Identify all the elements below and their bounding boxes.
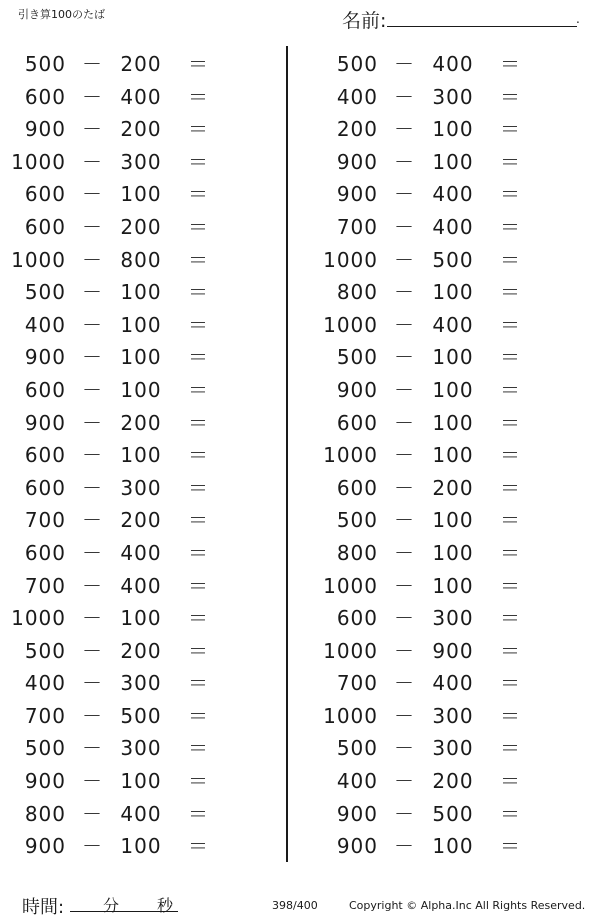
minus-sign: － [394,182,415,207]
equals-sign: ＝ [500,703,521,728]
minus-sign: － [394,769,415,794]
minus-sign: － [82,410,103,435]
minus-sign: － [82,345,103,370]
problem-row [0,81,260,114]
equals-sign: ＝ [500,769,521,794]
equals-sign: ＝ [500,540,521,565]
equals-sign: ＝ [500,834,521,859]
subtrahend: 400 [432,214,474,239]
subtrahend: 200 [120,52,162,76]
name-label: 名前: [342,10,387,32]
equals-sign: ＝ [500,312,521,337]
minuend: 500 [336,508,378,533]
problem-row [312,635,572,668]
equals-sign: ＝ [500,443,521,468]
column-divider [286,46,288,862]
subtrahend: 400 [432,182,474,207]
minuend: 400 [336,84,378,109]
minus-sign: － [394,475,415,500]
subtrahend: 200 [432,475,474,500]
minuend: 600 [336,475,378,500]
minus-sign: － [82,312,103,337]
equals-sign: ＝ [500,638,521,663]
left-problem-column [0,48,260,863]
minuend: 500 [336,736,378,761]
minuend: 1000 [323,638,378,663]
minus-sign: － [394,703,415,728]
minuend: 700 [336,671,378,696]
subtrahend: 100 [120,182,162,207]
minus-sign: － [394,149,415,174]
minuend: 500 [24,736,66,761]
minus-sign: － [394,638,415,663]
problem-row [312,113,572,146]
problem-row [312,667,572,700]
problem-row [0,439,260,472]
subtrahend: 200 [120,117,162,142]
equals-sign: ＝ [500,345,521,370]
minuend: 800 [336,280,378,305]
problem-row [312,244,572,277]
subtrahend: 300 [120,671,162,696]
subtrahend: 100 [120,345,162,370]
minuend: 900 [336,377,378,402]
subtrahend: 100 [432,540,474,565]
subtrahend: 500 [120,703,162,728]
problem-row [0,798,260,831]
subtrahend: 900 [432,638,474,663]
subtrahend: 100 [120,606,162,631]
problem-row [0,374,260,407]
equals-sign: ＝ [500,214,521,239]
equals-sign: ＝ [188,540,209,565]
equals-sign: ＝ [500,508,521,533]
equals-sign: ＝ [500,606,521,631]
minuend: 500 [24,280,66,305]
minus-sign: － [394,345,415,370]
problem-row [312,81,572,114]
minus-sign: － [82,769,103,794]
problem-row [0,602,260,635]
problem-row [0,407,260,440]
minus-sign: － [82,182,103,207]
subtrahend: 200 [120,508,162,533]
minuend: 1000 [11,247,66,272]
minus-sign: － [82,84,103,109]
subtrahend: 300 [120,736,162,761]
minuend: 900 [336,801,378,826]
equals-sign: ＝ [188,834,209,859]
minutes-label: 分 [103,896,120,915]
problem-row [0,504,260,537]
equals-sign: ＝ [188,573,209,598]
equals-sign: ＝ [188,410,209,435]
problem-row [0,667,260,700]
subtrahend: 800 [120,247,162,272]
minus-sign: － [394,280,415,305]
problem-row [0,830,260,863]
minus-sign: － [82,540,103,565]
equals-sign: ＝ [188,214,209,239]
problem-row [312,504,572,537]
minuend: 1000 [11,606,66,631]
minus-sign: － [82,214,103,239]
minuend: 600 [24,214,66,239]
minuend: 200 [336,117,378,142]
problem-row [0,635,260,668]
minus-sign: － [394,443,415,468]
subtrahend: 200 [120,410,162,435]
minus-sign: － [82,247,103,272]
minuend: 900 [24,117,66,142]
problem-row [312,309,572,342]
subtrahend: 400 [432,671,474,696]
subtrahend: 100 [120,443,162,468]
minus-sign: － [82,475,103,500]
minuend: 700 [24,508,66,533]
name-end-dot: . [576,12,580,26]
subtrahend: 300 [120,149,162,174]
minuend: 900 [336,834,378,859]
subtrahend: 300 [432,84,474,109]
problem-row [312,146,572,179]
subtrahend: 200 [432,769,474,794]
minus-sign: － [82,801,103,826]
equals-sign: ＝ [500,573,521,598]
minus-sign: － [82,377,103,402]
minus-sign: － [394,508,415,533]
minus-sign: － [82,280,103,305]
minus-sign: － [394,214,415,239]
minus-sign: － [394,52,415,76]
equals-sign: ＝ [188,52,209,76]
equals-sign: ＝ [188,638,209,663]
problem-row [0,211,260,244]
minuend: 1000 [323,703,378,728]
minuend: 400 [24,671,66,696]
problem-row [312,276,572,309]
minuend: 1000 [323,443,378,468]
problem-row [0,48,260,81]
subtrahend: 400 [120,573,162,598]
minuend: 500 [24,638,66,663]
minus-sign: － [394,84,415,109]
equals-sign: ＝ [500,736,521,761]
minuend: 600 [24,84,66,109]
subtrahend: 300 [432,736,474,761]
equals-sign: ＝ [188,84,209,109]
page-number: 398/400 [272,899,318,912]
subtrahend: 100 [432,443,474,468]
equals-sign: ＝ [188,247,209,272]
problem-row [312,472,572,505]
equals-sign: ＝ [188,377,209,402]
subtrahend: 100 [432,345,474,370]
minus-sign: － [394,736,415,761]
equals-sign: ＝ [188,345,209,370]
time-label: 時間: [22,897,65,918]
minuend: 400 [336,769,378,794]
problem-row [312,765,572,798]
problem-row [0,537,260,570]
equals-sign: ＝ [500,117,521,142]
minus-sign: － [394,117,415,142]
problem-row [312,700,572,733]
problem-row [312,341,572,374]
minuend: 600 [24,182,66,207]
minuend: 1000 [323,247,378,272]
subtrahend: 500 [432,801,474,826]
equals-sign: ＝ [188,475,209,500]
equals-sign: ＝ [188,801,209,826]
equals-sign: ＝ [188,508,209,533]
problem-row [0,146,260,179]
equals-sign: ＝ [188,703,209,728]
minus-sign: － [394,540,415,565]
subtrahend: 300 [120,475,162,500]
problem-row [312,830,572,863]
equals-sign: ＝ [500,801,521,826]
minuend: 900 [24,769,66,794]
problem-row [0,309,260,342]
minus-sign: － [82,671,103,696]
minuend: 1000 [323,573,378,598]
equals-sign: ＝ [188,769,209,794]
minus-sign: － [394,312,415,337]
minus-sign: － [82,117,103,142]
minuend: 900 [24,345,66,370]
equals-sign: ＝ [188,312,209,337]
subtrahend: 100 [432,410,474,435]
minus-sign: － [82,573,103,598]
equals-sign: ＝ [188,606,209,631]
problem-row [312,374,572,407]
equals-sign: ＝ [500,475,521,500]
worksheet-title: 引き算100のたば [18,8,105,21]
minus-sign: － [82,736,103,761]
equals-sign: ＝ [188,736,209,761]
problem-row [0,732,260,765]
minus-sign: － [82,443,103,468]
minuend: 800 [336,540,378,565]
subtrahend: 100 [432,834,474,859]
problem-row [312,407,572,440]
problem-row [0,765,260,798]
problem-row [312,602,572,635]
name-underline [387,26,577,27]
equals-sign: ＝ [500,247,521,272]
subtrahend: 400 [432,312,474,337]
minus-sign: － [82,606,103,631]
minuend: 700 [24,573,66,598]
problem-row [0,178,260,211]
minuend: 800 [24,801,66,826]
minuend: 600 [336,410,378,435]
minuend: 500 [24,52,66,76]
problem-row [0,244,260,277]
problem-row [312,439,572,472]
subtrahend: 100 [432,117,474,142]
subtrahend: 500 [432,247,474,272]
subtrahend: 400 [120,84,162,109]
equals-sign: ＝ [188,149,209,174]
equals-sign: ＝ [188,280,209,305]
equals-sign: ＝ [500,52,521,76]
minus-sign: － [82,703,103,728]
problem-row [312,537,572,570]
subtrahend: 100 [432,149,474,174]
minuend: 700 [24,703,66,728]
subtrahend: 100 [120,280,162,305]
minus-sign: － [82,52,103,76]
subtrahend: 300 [432,703,474,728]
subtrahend: 400 [120,540,162,565]
minuend: 900 [336,182,378,207]
minus-sign: － [394,573,415,598]
minus-sign: － [82,834,103,859]
equals-sign: ＝ [188,671,209,696]
minus-sign: － [394,377,415,402]
minuend: 900 [24,834,66,859]
minus-sign: － [394,834,415,859]
subtrahend: 300 [432,606,474,631]
minuend: 900 [336,149,378,174]
problem-row [312,48,572,81]
minuend: 600 [336,606,378,631]
minuend: 1000 [11,149,66,174]
minus-sign: － [394,606,415,631]
minus-sign: － [394,247,415,272]
minuend: 500 [336,52,378,76]
subtrahend: 100 [432,280,474,305]
subtrahend: 100 [432,508,474,533]
equals-sign: ＝ [500,149,521,174]
equals-sign: ＝ [188,443,209,468]
minuend: 700 [336,214,378,239]
minuend: 400 [24,312,66,337]
subtrahend: 100 [120,769,162,794]
subtrahend: 200 [120,214,162,239]
minus-sign: － [394,801,415,826]
equals-sign: ＝ [500,410,521,435]
equals-sign: ＝ [500,182,521,207]
minus-sign: － [82,508,103,533]
minuend: 600 [24,540,66,565]
subtrahend: 100 [120,312,162,337]
subtrahend: 100 [120,834,162,859]
problem-row [312,211,572,244]
minus-sign: － [82,149,103,174]
minus-sign: － [394,410,415,435]
seconds-label: 秒 [157,896,174,915]
minuend: 500 [336,345,378,370]
subtrahend: 400 [120,801,162,826]
problem-row [0,570,260,603]
minuend: 600 [24,443,66,468]
minus-sign: － [82,638,103,663]
equals-sign: ＝ [500,84,521,109]
subtrahend: 100 [432,573,474,598]
minus-sign: － [394,671,415,696]
subtrahend: 400 [432,52,474,76]
problem-row [0,276,260,309]
subtrahend: 100 [120,377,162,402]
problem-row [0,341,260,374]
problem-row [0,700,260,733]
equals-sign: ＝ [500,377,521,402]
subtrahend: 100 [432,377,474,402]
problem-row [312,732,572,765]
problem-row [312,570,572,603]
equals-sign: ＝ [500,671,521,696]
minuend: 600 [24,377,66,402]
problem-row [0,113,260,146]
subtrahend: 200 [120,638,162,663]
problem-row [312,178,572,211]
problem-row [0,472,260,505]
equals-sign: ＝ [500,280,521,305]
copyright-notice: Copyright © Alpha.Inc All Rights Reserved. [349,899,586,912]
right-problem-column [312,48,572,863]
minuend: 900 [24,410,66,435]
minuend: 600 [24,475,66,500]
problem-row [312,798,572,831]
minuend: 1000 [323,312,378,337]
equals-sign: ＝ [188,182,209,207]
equals-sign: ＝ [188,117,209,142]
